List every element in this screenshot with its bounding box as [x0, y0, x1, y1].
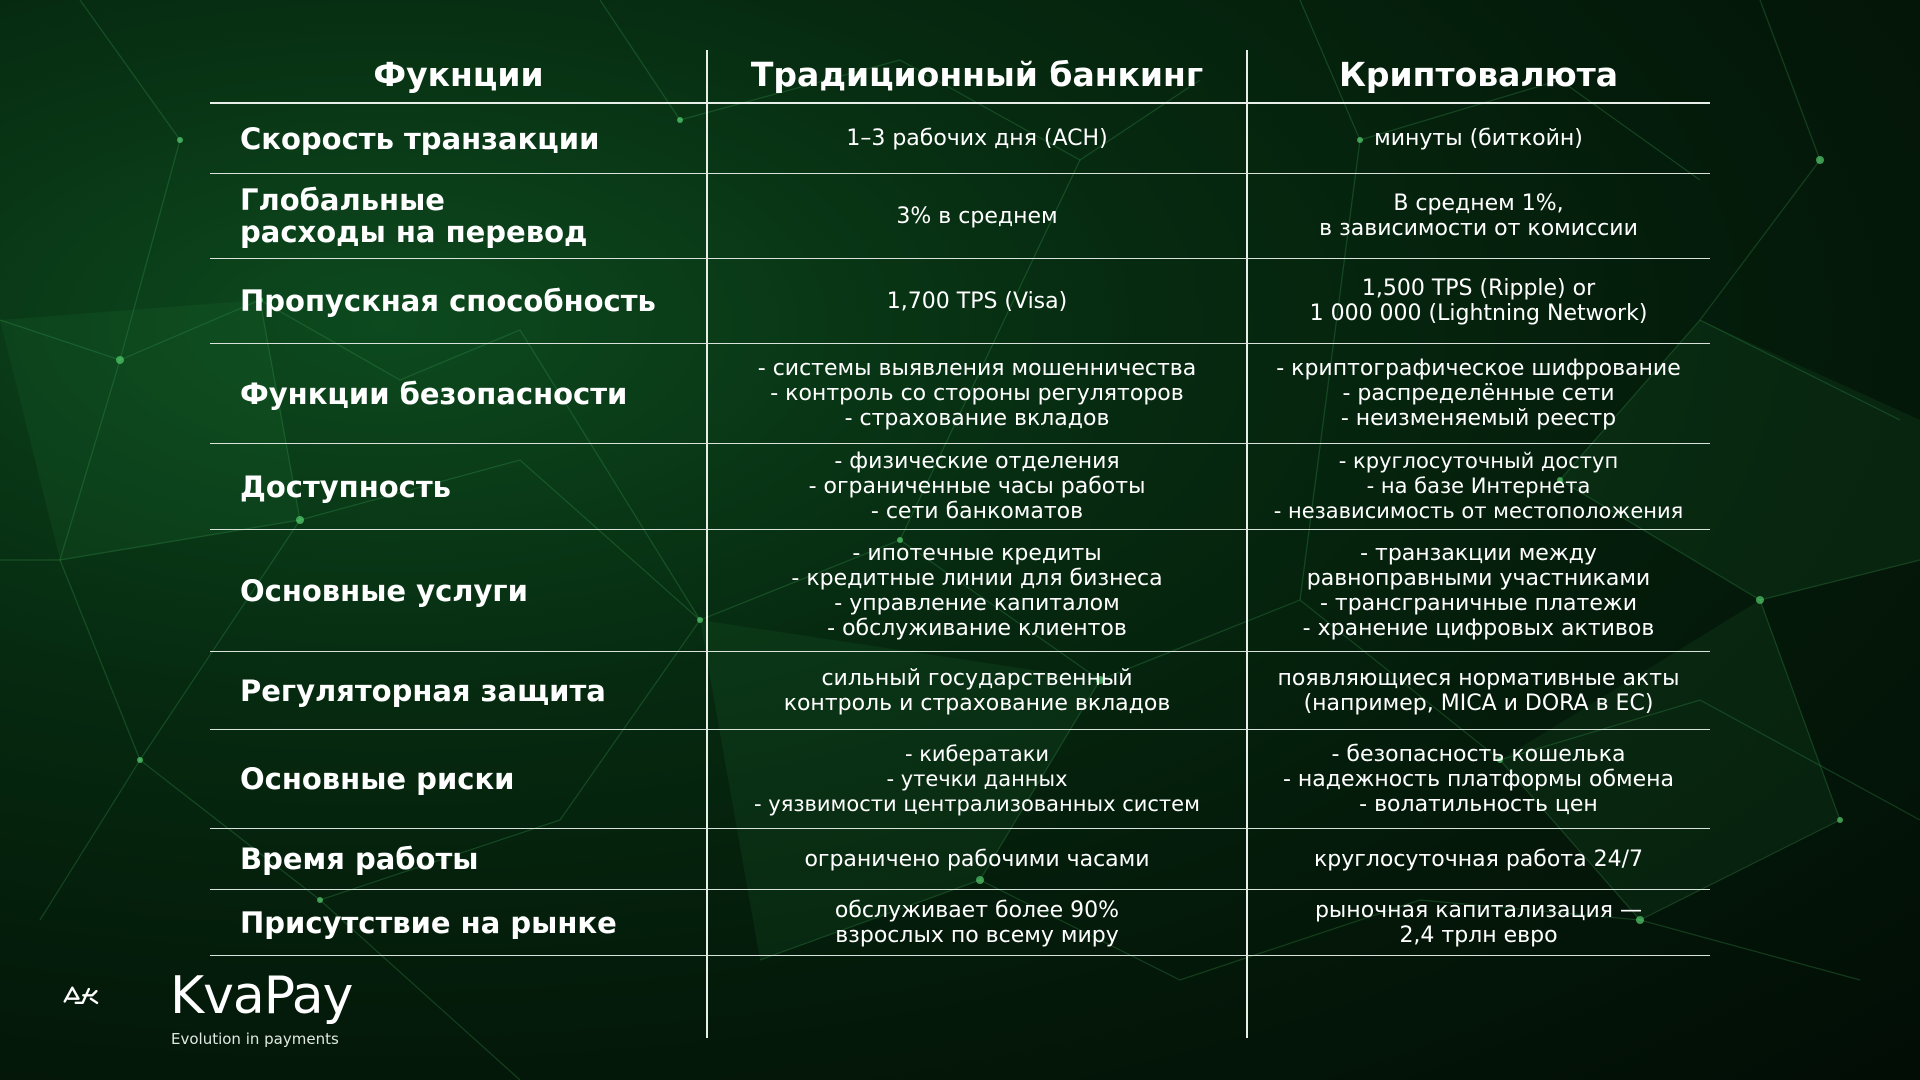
row-feature: Регуляторная защита	[240, 673, 606, 708]
kvapay-logo-icon	[62, 962, 172, 1032]
row-feature: Время работы	[240, 842, 479, 876]
row-feature: Доступность	[240, 469, 451, 504]
table-row	[210, 104, 1710, 174]
row-crypto-value: рыночная капитализация — 2,4 трлн евро	[1314, 897, 1643, 948]
table-row	[210, 730, 1710, 829]
row-feature: Основные услуги	[240, 573, 528, 608]
brand-name: KvaPay	[170, 966, 353, 1026]
table-row	[210, 259, 1710, 344]
row-crypto-value: появляющиеся нормативные акты (например, MICA и DORA в ЕС)	[1277, 665, 1680, 716]
table-row	[210, 829, 1710, 890]
row-bank-value: - системы выявления мошенничества - контроль со стороны регуляторов - страхование вкладов	[757, 356, 1197, 431]
table-header	[210, 50, 1710, 104]
row-crypto-value: - криптографическое шифрование - распределённые сети - неизменяемый реестр	[1276, 356, 1681, 431]
table-row	[210, 652, 1710, 730]
row-feature: Функции безопасности	[240, 376, 628, 411]
table-row	[210, 344, 1710, 444]
row-bank-value: - ипотечные кредиты - кредитные линии для бизнеса - управление капиталом - обслуживание клиентов	[791, 540, 1163, 641]
row-bank-value: ограничено рабочими часами	[804, 846, 1150, 872]
row-crypto-value: 1,500 TPS (Ripple) or 1 000 000 (Lightning Network)	[1309, 276, 1648, 326]
row-bank-value: - физические отделения - ограниченные часы работы - сети банкоматов	[808, 449, 1146, 524]
row-bank-value: обслуживает более 90% взрослых по всему миру	[834, 897, 1120, 948]
row-feature: Основные риски	[240, 762, 515, 796]
row-feature: Присутствие на рынке	[240, 905, 617, 940]
row-crypto-value: - транзакции между равноправными участниками - трансграничные платежи - хранение цифровых активов	[1302, 540, 1655, 641]
row-bank-value: - кибератаки - утечки данных - уязвимости централизованных систем	[754, 741, 1200, 816]
row-crypto-value: круглосуточная работа 24/7	[1313, 846, 1643, 872]
row-feature: Скорость транзакции	[240, 121, 600, 156]
table-row	[210, 890, 1710, 956]
row-bank-value: 1,700 TPS (Visa)	[886, 288, 1068, 314]
table-row	[210, 174, 1710, 259]
row-crypto-value: - безопасность кошелька - надежность платформы обмена - волатильность цен	[1282, 741, 1675, 817]
row-crypto-value: В среднем 1%, в зависимости от комиссии	[1319, 191, 1638, 241]
row-feature: Пропускная способность	[240, 284, 656, 318]
comparison-table	[210, 50, 1710, 956]
row-crypto-value: минуты (биткойн)	[1374, 126, 1583, 151]
row-bank-value: 1–3 рабочих дня (ACH)	[846, 126, 1108, 151]
brand-tagline: Evolution in payments	[171, 1030, 339, 1048]
row-bank-value: сильный государственный контроль и страхование вкладов	[783, 665, 1171, 716]
table-row	[210, 530, 1710, 652]
row-feature: Глобальные расходы на перевод	[240, 183, 588, 249]
table-row	[210, 444, 1710, 530]
header-features: Фукнции	[373, 55, 544, 94]
header-traditional-banking: Традиционный банкинг	[750, 55, 1204, 94]
header-crypto: Криптовалюта	[1338, 55, 1619, 94]
row-crypto-value: - круглосуточный доступ - на базе Интернета - независимость от местоположения	[1273, 449, 1684, 523]
row-bank-value: 3% в среднем	[896, 203, 1058, 229]
